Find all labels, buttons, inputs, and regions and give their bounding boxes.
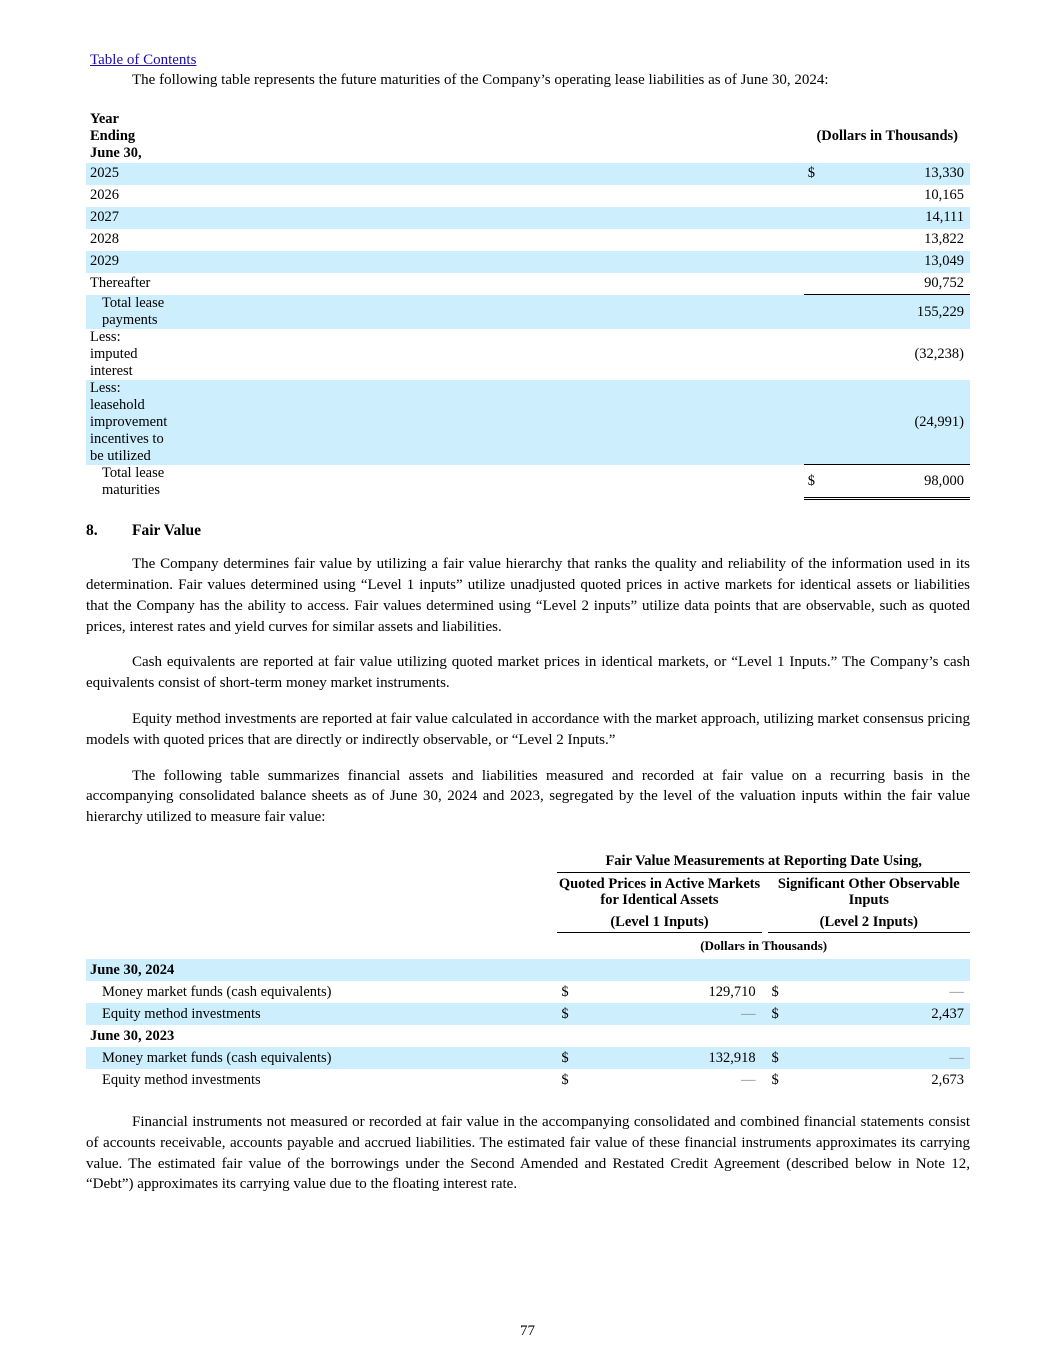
row-value: 90,752 xyxy=(924,275,964,292)
level1-value: — xyxy=(741,1005,756,1022)
row-label: 2025 xyxy=(90,165,119,182)
row-label: 2026 xyxy=(90,187,119,204)
table-row xyxy=(86,329,970,380)
row-value: 155,229 xyxy=(821,295,970,329)
table-row xyxy=(86,185,970,207)
row-value: 10,165 xyxy=(924,187,964,204)
document-page xyxy=(86,50,970,1195)
currency-symbol: $ xyxy=(561,1071,569,1088)
row-label: Total lease maturities xyxy=(102,464,165,498)
group-date: June 30, 2024 xyxy=(90,961,175,978)
row-value: 13,049 xyxy=(924,253,964,270)
level2-value: 2,437 xyxy=(931,1005,964,1022)
row-label: 2029 xyxy=(90,253,119,270)
fv-col1-header: Quoted Prices in Active Markets for Identical Assets xyxy=(558,876,761,909)
paragraph: The Company determines fair value by utilizing a fair value hierarchy that ranks the quality and reliability of the information used in its determination. Fair values determined using “Level 1 inputs” utilize unadjusted quoted prices in active markets for identical assets or liabilities that the Company has the ability to access. Fair values determined using “Level 2 inputs” utilize data points that are observable, such as quoted prices, interest rates and yield curves for similar assets and liabilities. xyxy=(86,556,970,635)
table-row xyxy=(86,1069,970,1091)
row-label: 2027 xyxy=(90,209,119,226)
level2-value: — xyxy=(949,1049,964,1066)
currency-symbol: $ xyxy=(561,1005,569,1022)
row-label: 2028 xyxy=(90,231,119,248)
level2-value: 2,673 xyxy=(931,1071,964,1088)
row-label: Less: imputed interest xyxy=(90,328,138,379)
currency-symbol: $ xyxy=(771,1071,779,1088)
level1-value: 132,918 xyxy=(708,1049,756,1066)
table-row xyxy=(86,380,970,465)
table-row xyxy=(86,981,970,1003)
lease-maturities-table xyxy=(86,110,970,501)
fair-value-table xyxy=(86,850,970,1091)
table-row xyxy=(86,229,970,251)
table-row xyxy=(86,1025,970,1047)
page-number: 77 xyxy=(520,1323,535,1339)
row-label: Money market funds (cash equivalents) xyxy=(102,983,332,1000)
section-title: Fair Value xyxy=(132,522,202,540)
row-label: Equity method investments xyxy=(102,1071,261,1088)
fv-col1-level: (Level 1 Inputs) xyxy=(557,912,761,933)
table-row xyxy=(86,295,970,329)
level2-value: — xyxy=(949,983,964,1000)
row-label: Less: leasehold improvement incentives to be utilized xyxy=(90,379,168,464)
row-value: 13,330 xyxy=(924,165,964,182)
row-label: Money market funds (cash equivalents) xyxy=(102,1049,332,1066)
row-value: 13,822 xyxy=(924,231,964,248)
table-row xyxy=(86,465,970,499)
row-label: Equity method investments xyxy=(102,1005,261,1022)
row-value: 98,000 xyxy=(821,465,970,499)
paragraph: The following table summarizes financial assets and liabilities measured and recorded at fair value on a recurring basis in the accompanying consolidated balance sheets as of June 30, 2024 and 2023, segregated by the level of the valuation inputs within the fair value hierarchy utilized to measure fair value: xyxy=(86,767,970,826)
currency-symbol: $ xyxy=(561,983,569,1000)
row-value: (32,238) xyxy=(914,345,964,362)
fv-col2-level: (Level 2 Inputs) xyxy=(768,912,970,933)
row-label: Total lease payments xyxy=(102,294,165,328)
table-row xyxy=(86,1003,970,1025)
table-row xyxy=(86,959,970,981)
currency-symbol: $ xyxy=(771,1049,779,1066)
lease-col-value-header: (Dollars in Thousands) xyxy=(816,127,958,144)
closing-paragraph: Financial instruments not measured or recorded at fair value in the accompanying consolidated and combined financial statements consist of accounts receivable, accounts payable and accrued liabilities. The estimated fair value of these financial instruments approximates its carrying value. The estimated fair value of the borrowings under the Second Amended and Restated Credit Agreement (described below in Note 12, “Debt”) approximates its carrying value due to the floating interest rate. xyxy=(86,1114,970,1193)
currency-symbol: $ xyxy=(561,1049,569,1066)
currency-symbol: $ xyxy=(807,165,816,182)
table-of-contents-link[interactable]: Table of Contents xyxy=(90,52,197,68)
paragraph: Equity method investments are reported at fair value calculated in accordance with the market approach, utilizing market consensus pricing models with quoted prices that are directly or indirectly observable, or “Level 2 Inputs.” xyxy=(86,711,970,748)
fv-group-header: Fair Value Measurements at Reporting Date Using, xyxy=(557,850,970,873)
row-value: (24,991) xyxy=(914,413,964,430)
row-label: Thereafter xyxy=(90,275,151,292)
fv-col2-header: Significant Other Observable Inputs xyxy=(777,876,960,909)
table-row xyxy=(86,251,970,273)
currency-symbol: $ xyxy=(771,1005,779,1022)
level1-value: 129,710 xyxy=(708,983,756,1000)
table-row xyxy=(86,273,970,295)
section-heading xyxy=(86,522,970,540)
table-row xyxy=(86,207,970,229)
lease-col-year-header: Year Ending June 30, xyxy=(90,110,142,161)
level1-value: — xyxy=(741,1071,756,1088)
currency-symbol: $ xyxy=(771,983,779,1000)
section-number: 8. xyxy=(86,522,98,540)
lease-intro-text: The following table represents the future maturities of the Company’s operating lease liabilities as of June 30, 2024: xyxy=(132,72,829,88)
paragraph: Cash equivalents are reported at fair value utilizing quoted market prices in identical markets, or “Level 1 Inputs.” The Company’s cash equivalents consist of short-term money market instruments. xyxy=(86,654,970,692)
table-row xyxy=(86,163,970,185)
fv-units: (Dollars in Thousands) xyxy=(700,938,828,954)
table-row xyxy=(86,1047,970,1069)
lease-table-header xyxy=(86,110,970,163)
row-value: 14,111 xyxy=(925,209,964,226)
currency-symbol: $ xyxy=(804,465,822,499)
group-date: June 30, 2023 xyxy=(90,1027,175,1044)
